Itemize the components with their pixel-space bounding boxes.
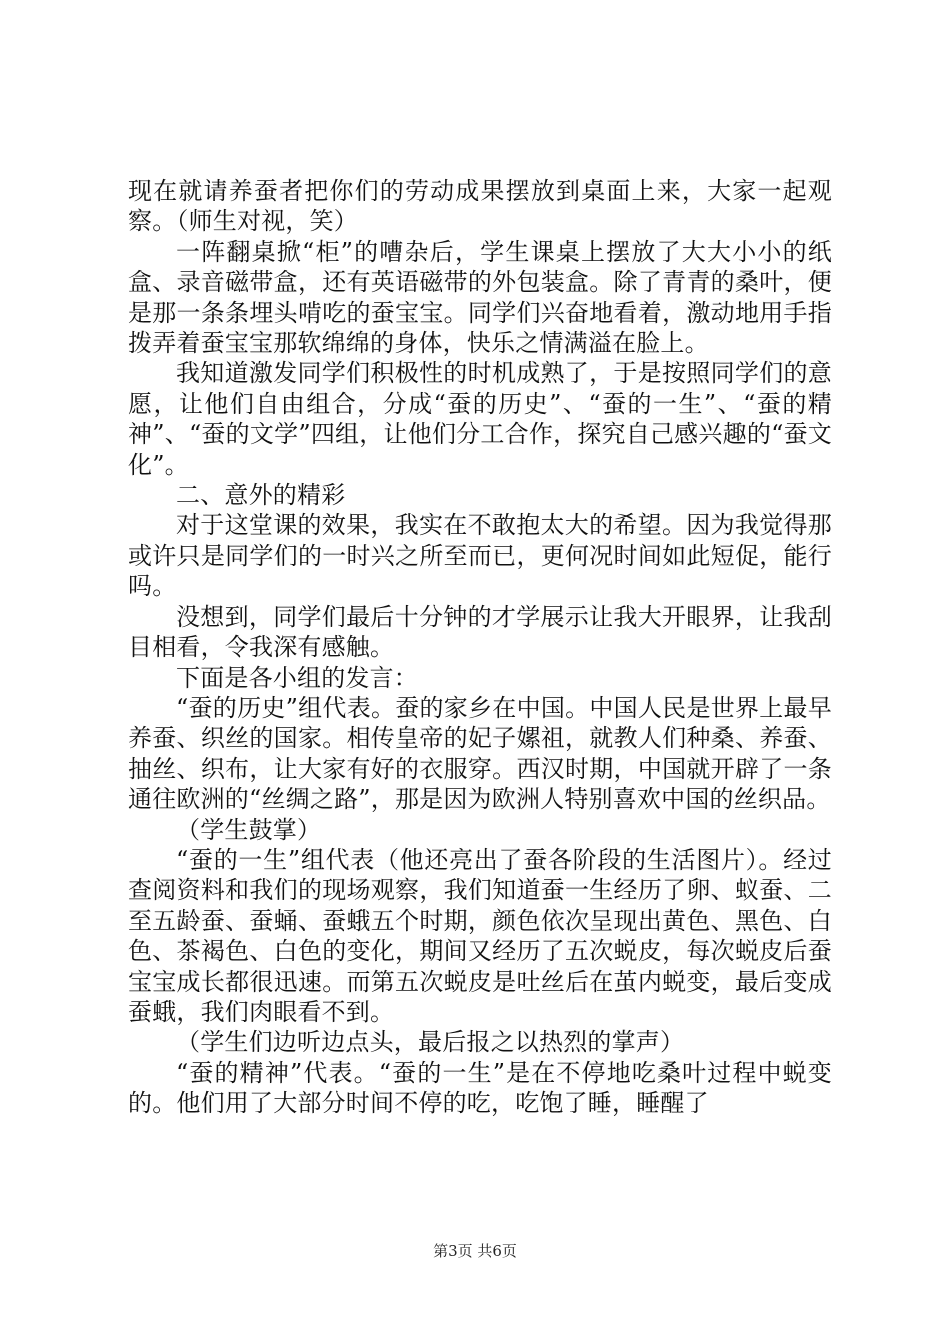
paragraph: 我知道激发同学们积极性的时机成熟了，于是按照同学们的意愿，让他们自由组合，分成“蚕的历史”、“蚕的一生”、“蚕的精神”、“蚕的文学”四组，让他们分工合作，探究自己感兴趣的“蚕文化”。 <box>128 359 832 479</box>
paragraph: 对于这堂课的效果，我实在不敢抱太大的希望。因为我觉得那或许只是同学们的一时兴之所至而已，更何况时间如此短促，能行吗。 <box>128 511 832 601</box>
paragraph: “蚕的一生”组代表（他还亮出了蚕各阶段的生活图片）。经过查阅资料和我们的现场观察，我们知道蚕一生经历了卵、蚁蚕、二至五龄蚕、蚕蛹、蚕蛾五个时期，颜色依次呈现出黄色、黑色、白色、茶褐色、白色的变化，期间又经历了五次蜕皮，每次蜕皮后蚕宝宝成长都很迅速。而第五次蜕皮是吐丝后在茧内蜕变，最后变成蚕蛾，我们肉眼看不到。 <box>128 845 832 1026</box>
paragraph: 没想到，同学们最后十分钟的才学展示让我大开眼界，让我刮目相看，令我深有感触。 <box>128 602 832 662</box>
paragraph: （学生们边听边点头，最后报之以热烈的掌声） <box>176 1028 685 1057</box>
paragraph: （学生鼓掌） <box>176 815 322 844</box>
paragraph: “蚕的历史”组代表。蚕的家乡在中国。中国人民是世界上最早养蚕、织丝的国家。相传皇帝的妃子嫘祖，就教人们种桑、养蚕、抽丝、织布，让大家有好的衣服穿。西汉时期，中国就开辟了一条通往欧洲的“丝绸之路”，那是因为欧洲人特别喜欢中国的丝织品。 <box>128 693 832 814</box>
section-heading: 二、意外的精彩 <box>176 481 346 510</box>
paragraph: “蚕的精神”代表。“蚕的一生”是在不停地吃桑叶过程中蜕变的。他们用了大部分时间不停的吃，吃饱了睡，睡醒了 <box>128 1058 832 1118</box>
page-footer: 第3页 共6页 <box>433 1242 517 1260</box>
paragraph: 下面是各小组的发言： <box>176 663 418 692</box>
paragraph: 现在就请养蚕者把你们的劳动成果摆放到桌面上来，大家一起观察。（师生对视，笑） <box>128 177 832 236</box>
paragraph: 一阵翻桌掀“柜”的嘈杂后，学生课桌上摆放了大大小小的纸盒、录音磁带盒，还有英语磁带的外包装盒。除了青青的桑叶，便是那一条条埋头啃吃的蚕宝宝。同学们兴奋地看着，激动地用手指拨弄着蚕宝宝那软绵绵的身体，快乐之情满溢在脸上。 <box>128 237 832 358</box>
document-body <box>128 176 832 1119</box>
